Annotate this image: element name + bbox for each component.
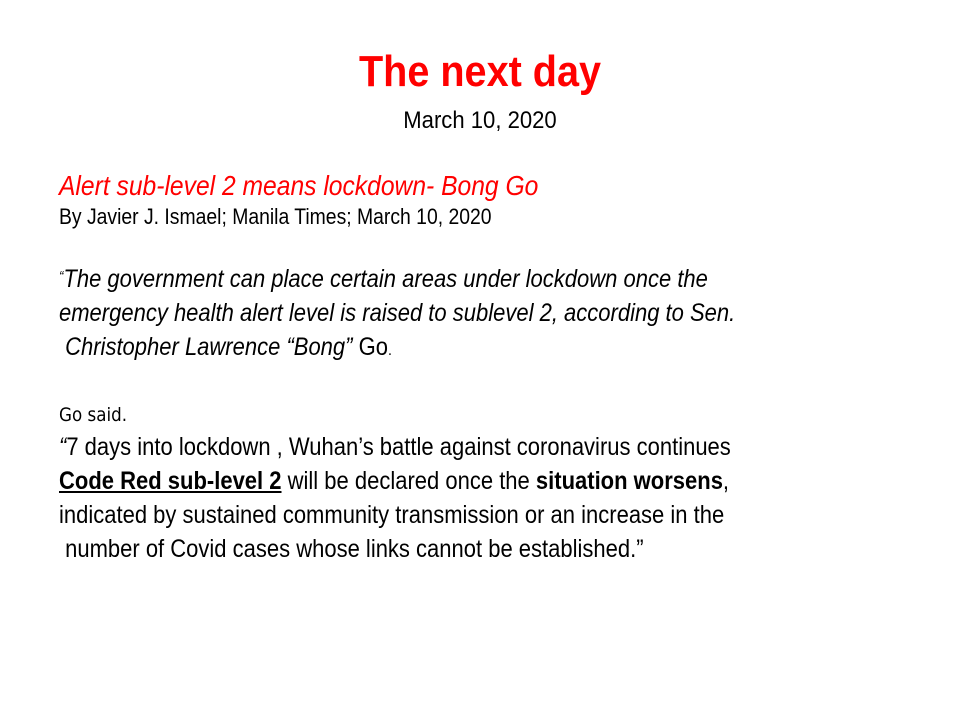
quote2-line1 [59, 430, 833, 464]
code-red-label: Code Red sub-level 2 [59, 467, 282, 495]
article-body [59, 168, 833, 566]
comma: , [722, 467, 730, 495]
quote1-line1 [59, 260, 833, 296]
quote1-line2: emergency health alert level is raised to sublevel 2, according to Sen. [59, 299, 736, 327]
article-byline: By Javier J. Ismael; Manila Times; March 10, 2020 [59, 204, 492, 229]
quote2-line3: indicated by sustained community transmission or an increase in the [59, 501, 725, 529]
slide-title: The next day [358, 47, 602, 96]
slide-date: March 10, 2020 [403, 107, 557, 134]
period: . [387, 342, 392, 359]
spacer [59, 368, 833, 400]
spacer [59, 230, 833, 260]
quote2-text-2: will be declared once the [281, 467, 536, 495]
article-headline: Alert sub-level 2 means lockdown- Bong Go [59, 170, 539, 201]
quote2-line4: number of Covid cases whose links cannot be established.” [59, 535, 644, 563]
open-quote-mark: “ [59, 268, 64, 285]
go-name: Go [352, 333, 388, 361]
open-quote-mark-2: “ [59, 433, 67, 461]
go-said: Go said. [59, 404, 128, 426]
senator-name: Christopher Lawrence “Bong” [59, 333, 353, 361]
quote1-text-1: The government can place certain areas under lockdown once the [63, 265, 708, 293]
situation-worsens: situation worsens [535, 467, 723, 495]
quote2-text-1: 7 days into lockdown , Wuhan’s battle against coronavirus continues [66, 433, 731, 461]
quote1-line3 [59, 330, 833, 368]
quote2-line2 [59, 464, 833, 498]
